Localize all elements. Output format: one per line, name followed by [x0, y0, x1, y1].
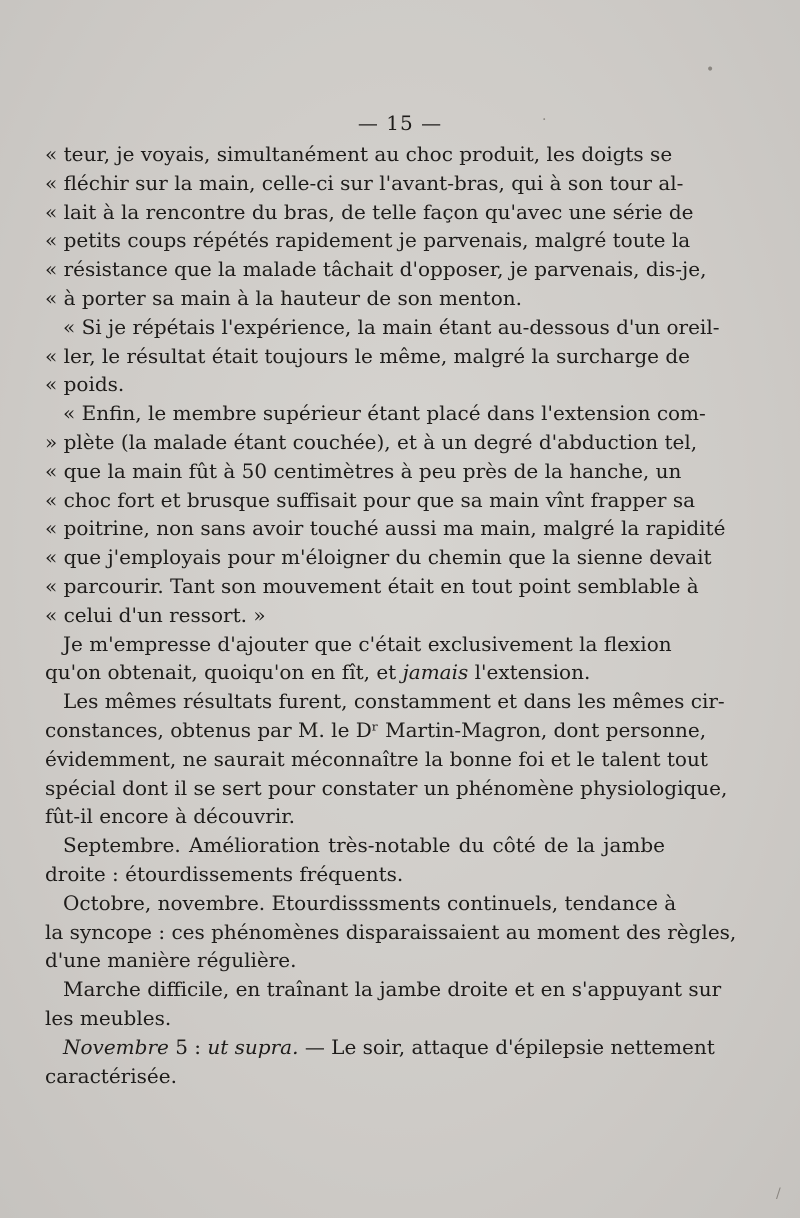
specks: · — [542, 112, 547, 128]
text-line — [45, 1062, 665, 1091]
text-line — [45, 313, 720, 342]
text-segment: Octobre, novembre. Etourdisssments continuels, tendance à — [63, 890, 677, 915]
text-segment: Septembre. Amélioration très-notable du côté de la jambe — [63, 833, 665, 858]
text-segment: « Si je répétais l'expérience, la main étant au-dessous d'un oreil- — [63, 314, 720, 339]
text-line — [45, 428, 698, 457]
page-number: — 15 — — [357, 111, 443, 135]
text-line — [45, 514, 726, 543]
text-segment: « que la main fût à 50 centimètres à peu près de la hanche, un — [45, 458, 682, 483]
text-segment: spécial dont il se sert pour constater un phénomène physiologique, — [45, 775, 728, 800]
text-line — [45, 140, 673, 169]
text-segment: » plète (la malade étant couchée), et à un degré d'abduction tel, — [45, 429, 698, 454]
text-line — [45, 975, 722, 1004]
text-segment: « choc fort et brusque suffisait pour que sa main vînt frapper sa — [45, 487, 696, 512]
italic-text: jamais — [402, 660, 469, 685]
text-line — [45, 716, 707, 745]
text-segment: fût-il encore à découvrir. — [45, 804, 295, 829]
text-segment: Je m'empresse d'ajouter que c'était exclusivement la flexion — [63, 631, 672, 656]
text-segment: l'extension. — [468, 660, 591, 685]
text-line — [45, 1033, 715, 1062]
text-line — [45, 774, 728, 803]
text-segment: 5 : — [168, 1034, 208, 1059]
text-line — [45, 572, 699, 601]
text-line — [45, 198, 694, 227]
text-line — [45, 1004, 665, 1033]
text-line — [45, 687, 725, 716]
text-line — [45, 946, 665, 975]
text-line — [45, 918, 737, 947]
text-line — [45, 543, 712, 572]
text-line — [45, 486, 696, 515]
text-segment: « parcourir. Tant son mouvement était en tout point semblable à — [45, 573, 699, 598]
text-segment: Marche difficile, en traînant la jambe droite et en s'appuyant sur — [63, 977, 722, 1002]
text-line — [45, 457, 682, 486]
text-line — [45, 802, 665, 831]
text-segment: « ler, le résultat était toujours le même, malgré la surcharge de — [45, 343, 690, 368]
text-segment: droite : étourdissements fréquents. — [45, 861, 404, 886]
text-segment: les meubles. — [45, 1005, 172, 1030]
text-segment: constances, obtenus par M. le Dʳ Martin-Magron, dont personne, — [45, 717, 707, 742]
text-segment: — Le soir, attaque d'épilepsie nettement — [298, 1034, 715, 1059]
text-segment: « Enfin, le membre supérieur étant placé dans l'extension com- — [63, 401, 706, 426]
italic-text: Novembre — [63, 1034, 169, 1059]
body-text — [45, 140, 737, 1090]
text-line — [45, 255, 707, 284]
text-segment: « que j'employais pour m'éloigner du chemin que la sienne devait — [45, 545, 712, 570]
text-line — [45, 831, 665, 860]
text-segment: « poitrine, non sans avoir touché aussi ma main, malgré la rapidité — [45, 516, 726, 541]
text-segment: « lait à la rencontre du bras, de telle façon qu'avec une série de — [45, 199, 694, 224]
text-segment: « petits coups répétés rapidement je parvenais, malgré toute la — [45, 228, 691, 253]
text-line — [45, 860, 665, 889]
text-segment: « à porter sa main à la hauteur de son menton. — [45, 285, 522, 310]
text-segment: « fléchir sur la main, celle-ci sur l'avant-bras, qui à son tour al- — [45, 170, 684, 195]
specks: • — [706, 62, 715, 78]
text-line — [45, 169, 684, 198]
text-line — [45, 399, 706, 428]
text-segment: la syncope : ces phénomènes disparaissaient au moment des règles, — [45, 919, 737, 944]
text-line — [45, 889, 677, 918]
text-line — [45, 745, 708, 774]
text-segment: qu'on obtenait, quoiqu'on en fît, et — [45, 660, 403, 685]
text-segment: évidemment, ne saurait méconnaître la bonne foi et le talent tout — [45, 746, 708, 771]
text-line — [45, 226, 691, 255]
text-line — [45, 601, 665, 630]
text-segment: « poids. — [45, 372, 125, 397]
text-line — [45, 658, 665, 687]
specks: / — [776, 1186, 781, 1202]
text-segment: caractérisée. — [45, 1063, 177, 1088]
text-segment: d'une manière régulière. — [45, 948, 297, 973]
text-segment: « celui d'un ressort. » — [45, 602, 266, 627]
text-segment: « résistance que la malade tâchait d'opposer, je parvenais, dis-je, — [45, 257, 707, 282]
text-segment: « teur, je voyais, simultanément au choc produit, les doigts se — [45, 142, 673, 166]
text-line — [45, 284, 665, 313]
text-segment: Les mêmes résultats furent, constamment et dans les mêmes cir- — [63, 689, 725, 714]
italic-text: ut supra. — [207, 1034, 299, 1059]
text-line — [45, 342, 690, 371]
text-line — [45, 370, 665, 399]
text-line — [45, 630, 672, 659]
